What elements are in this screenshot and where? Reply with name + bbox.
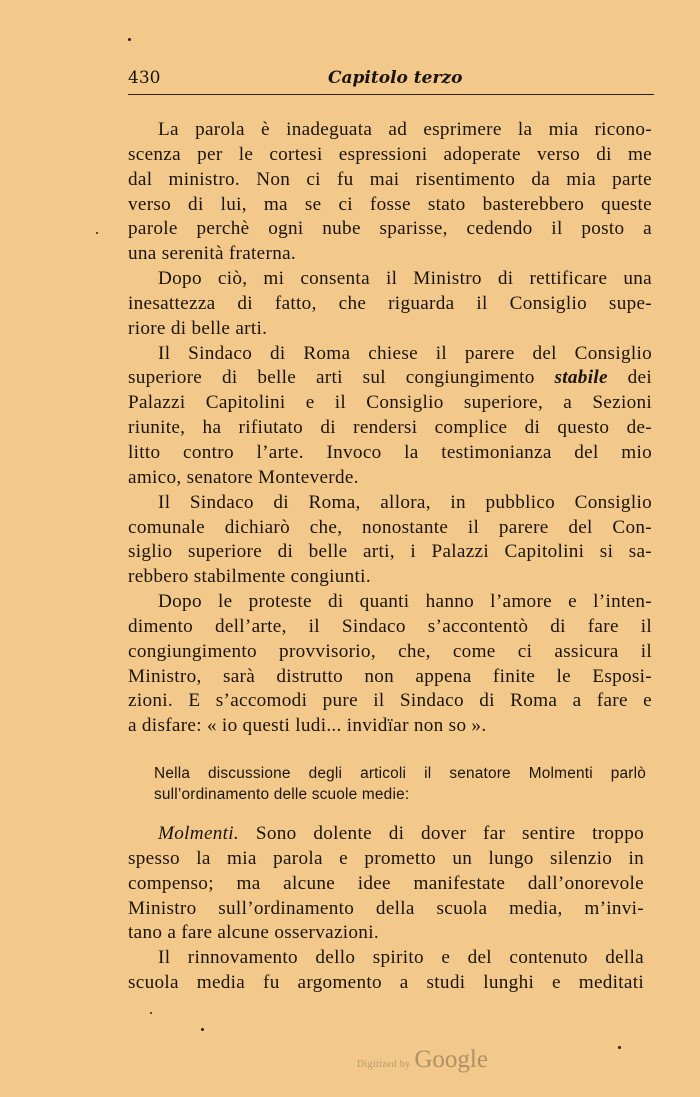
watermark-brand: Google: [414, 1046, 488, 1073]
text-segment: Sono dolente di dover far sentire troppo: [255, 823, 644, 844]
emphasis-word: stabile: [554, 367, 608, 389]
text-line: scenza per le cortesi espressioni adoperate verso di me: [128, 143, 652, 165]
text-line: Il rinnovamento dello spirito e del contenuto della: [158, 947, 644, 969]
scan-speck: [96, 232, 98, 234]
text-line: parole perchè ogni nube sparisse, cedendo il posto a: [128, 218, 652, 240]
text-line: dal ministro. Non ci fu mai risentimento da mia parte: [128, 168, 652, 190]
text-line: Il Sindaco di Roma, allora, in pubblico Consiglio: [158, 491, 652, 513]
digitized-watermark: [357, 1046, 488, 1074]
text-line: Palazzi Capitolini e il Consiglio superiore, a Sezioni: [128, 392, 652, 414]
text-line: amico, senatore Monteverde.: [128, 466, 359, 488]
text-line: Dopo ciò, mi consenta il Ministro di rettificare una: [158, 268, 652, 290]
speech-text: [128, 822, 644, 996]
text-line: tano a fare alcune osservazioni.: [128, 922, 379, 944]
scan-speck: [128, 38, 131, 41]
watermark-prefix: Digitized by: [357, 1059, 411, 1070]
text-segment: dei: [627, 367, 652, 389]
editorial-note: [154, 763, 646, 805]
text-line: compenso; ma alcune idee manifestate dall’onorevole: [128, 872, 644, 894]
text-line: riore di belle arti.: [128, 317, 268, 339]
text-line: La parola è inadeguata ad esprimere la mia ricono-: [158, 119, 652, 140]
running-head: Capitolo terzo: [328, 68, 463, 88]
text-segment: superiore di belle arti sul congiungimento: [128, 367, 535, 389]
scan-speck: [150, 1012, 152, 1014]
note-line: Nella discussione degli articoli il senatore Molmenti parlò: [154, 765, 646, 782]
text-line: verso di lui, ma se ci fosse stato basterebbero queste: [128, 193, 652, 215]
text-line: Il Sindaco di Roma chiese il parere del Consiglio: [158, 342, 652, 364]
text-line: dimento dell’arte, il Sindaco s’accontentò di fare il: [128, 615, 652, 637]
text-line: comunale dichiarò che, nonostante il parere del Con-: [128, 516, 652, 538]
page-header: [128, 66, 654, 95]
text-line: siglio superiore di belle arti, i Palazzi Capitolini si sa-: [128, 541, 652, 563]
text-line: litto contro l’arte. Invoco la testimonianza del mio: [128, 441, 652, 463]
text-line: Ministro sull’ordinamento della scuola media, m’invi-: [128, 897, 644, 919]
text-line: congiungimento provvisorio, che, come ci assicura il: [128, 640, 652, 662]
text-line: Ministro, sarà distrutto non appena finite le Esposi-: [128, 665, 652, 687]
text-line: spesso la mia parola e prometto un lungo silenzio in: [128, 847, 644, 869]
text-line: una serenità fraterna.: [128, 243, 296, 265]
speech-first-line: [128, 822, 644, 847]
text-line: a disfare: « io questi ludi... invidïar non so ».: [128, 715, 487, 737]
body-text: [128, 118, 652, 739]
text-line-with-emphasis: [128, 366, 652, 391]
text-line: scuola media fu argomento a studi lunghi e meditati: [128, 972, 644, 994]
scan-speck: [201, 1028, 204, 1031]
note-line: sull’ordinamento delle scuole medie:: [154, 786, 410, 803]
scan-speck: [618, 1046, 621, 1049]
text-line: inesattezza di fatto, che riguarda il Consiglio supe-: [128, 292, 652, 314]
text-line: zioni. E s’accomodi pure il Sindaco di Roma a fare e: [128, 690, 652, 712]
text-line: riunite, ha rifiutato di rendersi complice di questo de-: [128, 417, 652, 439]
text-line: Dopo le proteste di quanti hanno l’amore e l’inten-: [158, 591, 652, 613]
speaker-name: Molmenti.: [158, 823, 240, 844]
text-line: rebbero stabilmente congiunti.: [128, 566, 371, 588]
page-number: 430: [128, 68, 161, 88]
